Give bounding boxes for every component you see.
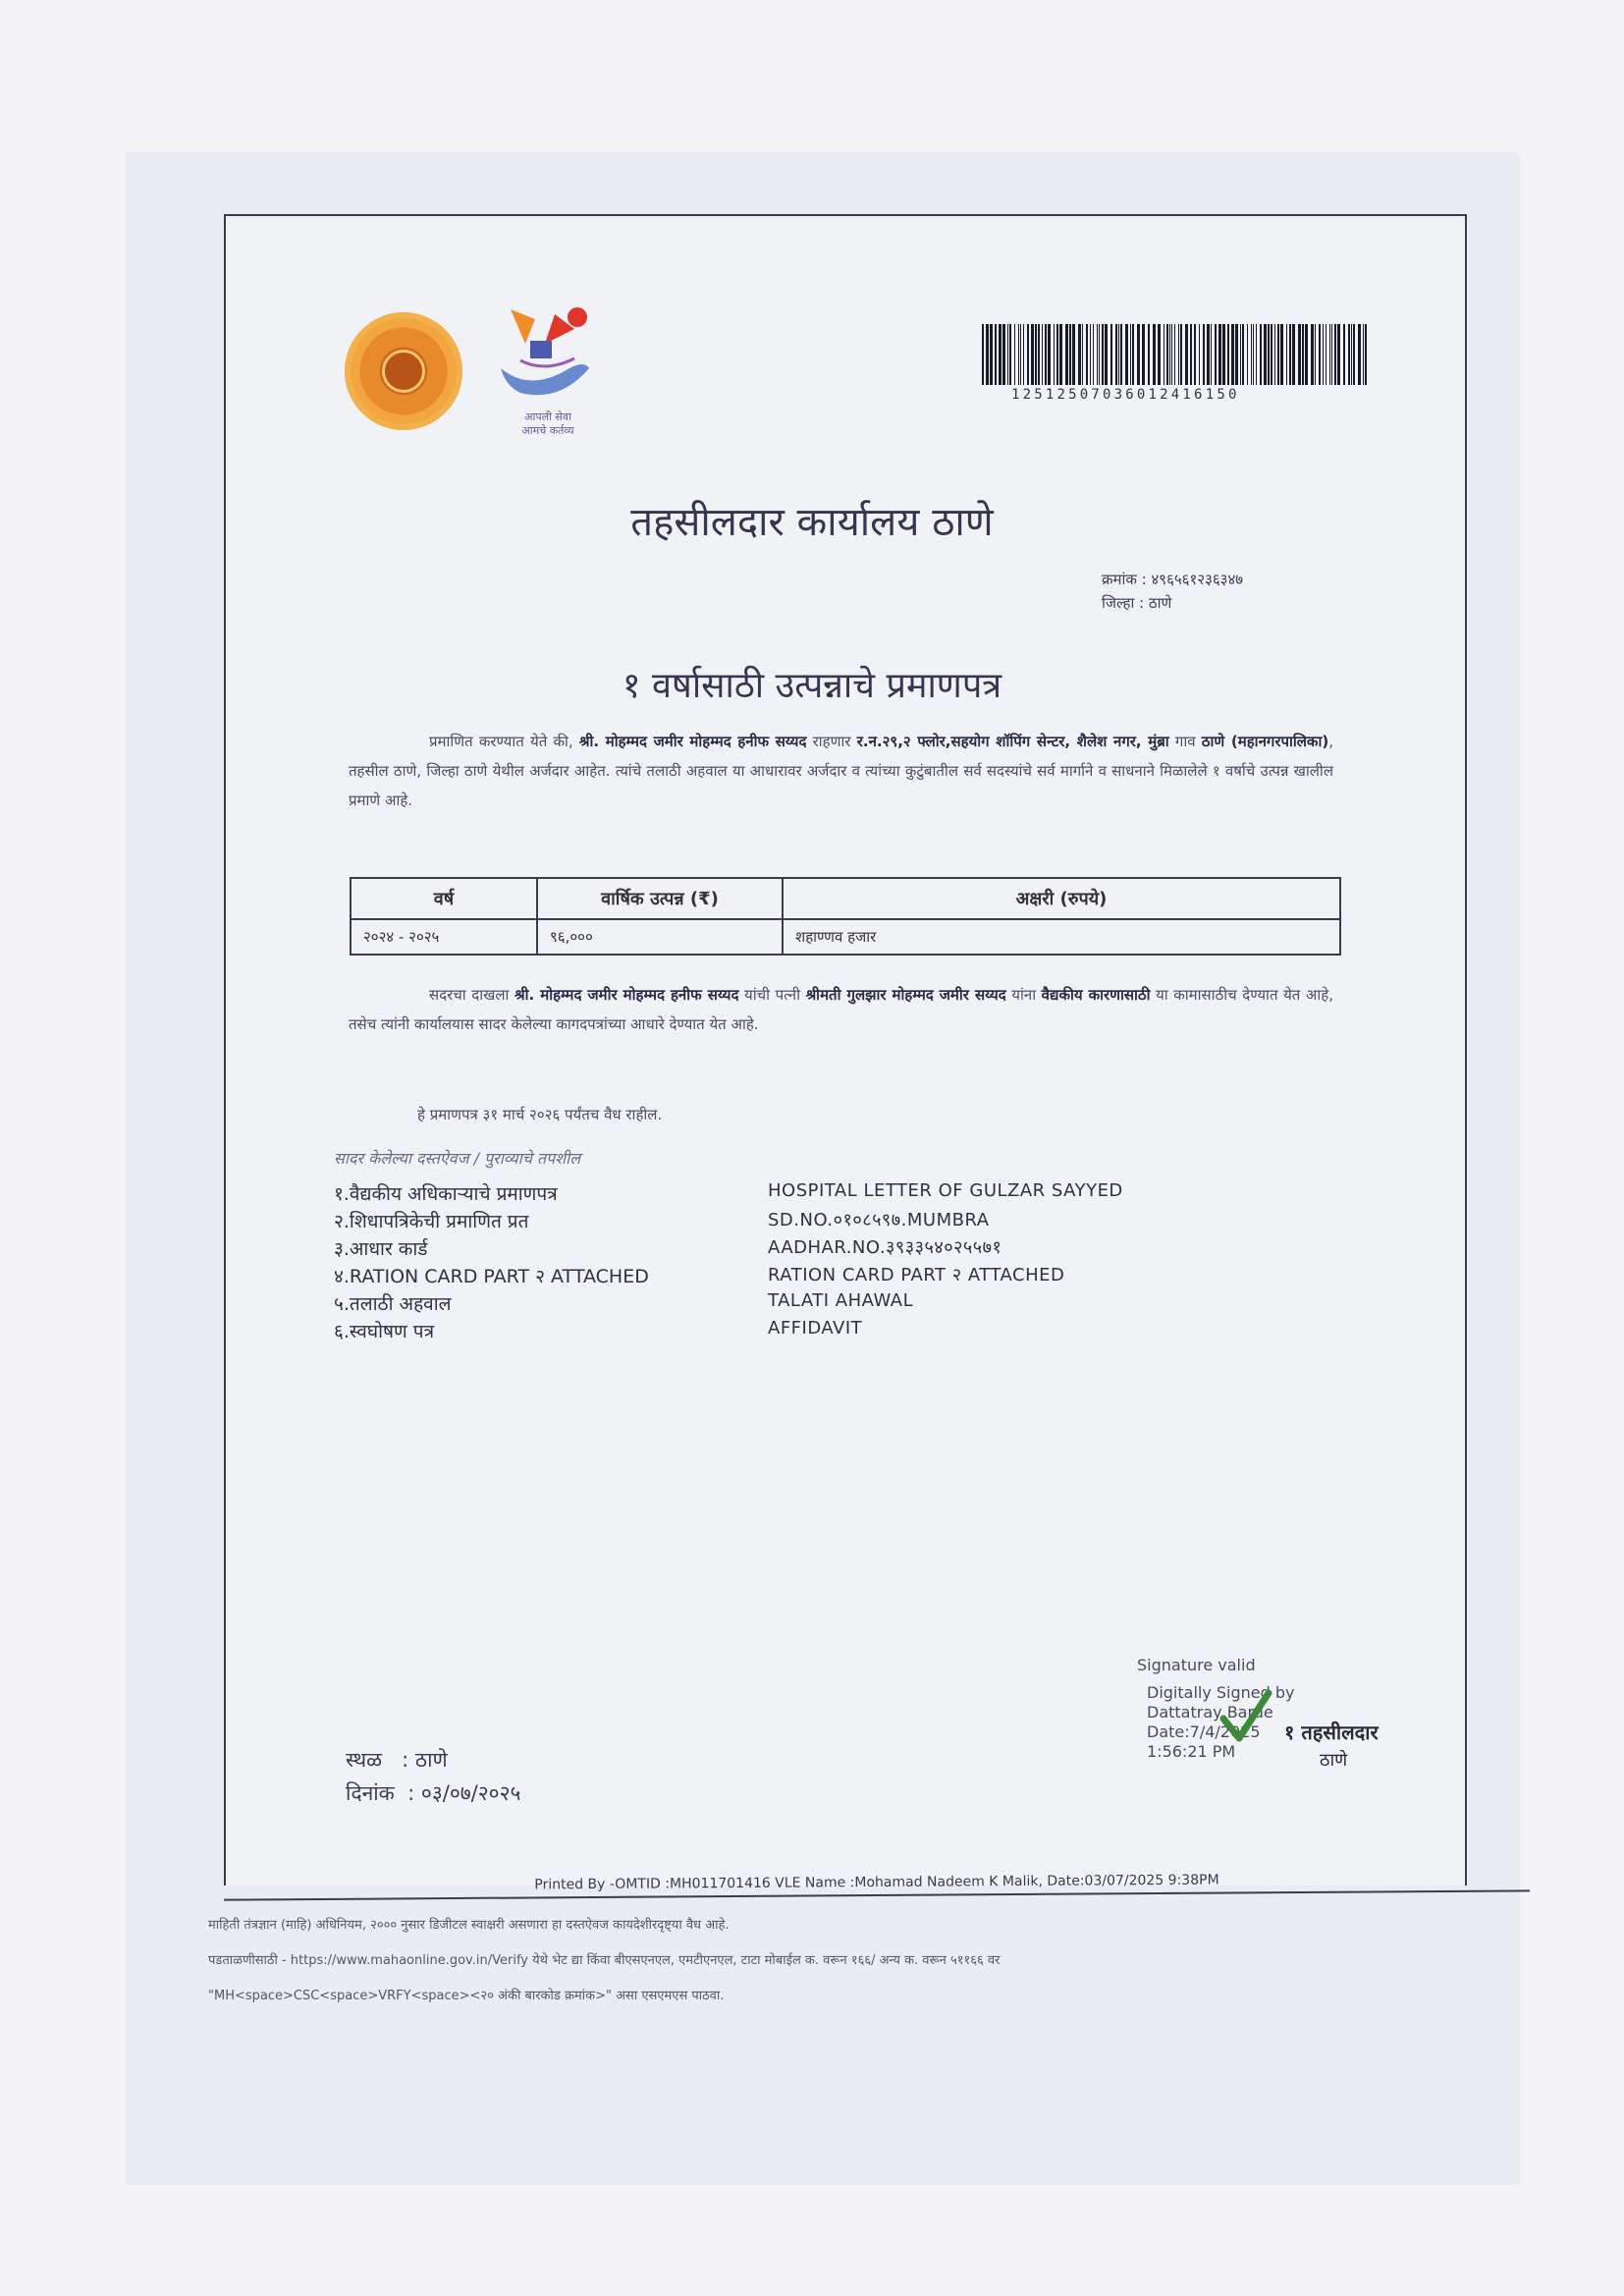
- document-name: ५.तलाठी अहवाल: [334, 1293, 452, 1315]
- purpose-paragraph: सदरचा दाखला श्री. मोहम्मद जमीर मोहम्मद हनीफ सय्यद यांची पत्नी श्रीमती गुलझार मोहम्मद जमीर सय्यद यांना वैद्यकीय कारणासाठी या कामासाठीच देण्यात येत आहे, तसेच त्यांनी कार्यालयास सादर केलेल्या कागदपत्रांच्या आधारे देण्यात येत आहे.: [349, 986, 1333, 1033]
- document-name: ३.आधार कार्ड: [334, 1238, 428, 1260]
- document-name: २.शिधापत्रिकेची प्रमाणित प्रत: [334, 1211, 529, 1232]
- government-seal-icon: [345, 312, 462, 430]
- signatory-place: ठाणे: [1320, 1750, 1348, 1771]
- document-detail: RATION CARD PART २ ATTACHED: [768, 1265, 1065, 1285]
- signature-details: Digitally Signed by Dattatray Barde Date:7/4/2025 1:56:21 PM: [1147, 1683, 1295, 1761]
- document-detail: TALATI AHAWAL: [768, 1290, 914, 1311]
- certification-paragraph: प्रमाणित करण्यात येते की, श्री. मोहम्मद जमीर मोहम्मद हनीफ सय्यद राहणार र.न.२९,२ फ्लोर,सहयोग शॉपिंग सेन्टर, शैलेश नगर, मुंब्रा गाव ठाणे (महानगरपालिका), तहसील ठाणे, जिल्हा ठाणे येथील अर्जदार आहेत. त्यांचे तलाठी अहवाल या आधारावर अर्जदार व त्यांच्या कुटुंबातील सर्व सदस्यांचे सर्व मार्गाने व साधनाने मिळालेले १ वर्षाचे उत्पन्न खालील प्रमाणे आहे.: [349, 733, 1333, 809]
- footer-line: "MH<space>CSC<space>VRFY<space><२० अंकी बारकोड क्रमांक>" असा एसएमएस पाठवा.: [208, 1989, 725, 2003]
- office-title: तहसीलदार कार्यालय ठाणे: [630, 500, 994, 545]
- place-line: स्थळ : ठाणे: [346, 1748, 448, 1772]
- cell-year: २०२४ - २०२५: [351, 919, 537, 955]
- printed-by-line: Printed By -OMTID :MH011701416 VLE Name :Mohamad Nadeem K Malik, Date:03/07/2025 9:38PM: [224, 1866, 1530, 1900]
- document-name: १.वैद्यकीय अधिकाऱ्याचे प्रमाणपत्र: [334, 1183, 558, 1205]
- document-name: ६.स्वघोषण पत्र: [334, 1321, 435, 1342]
- document-detail: HOSPITAL LETTER OF GULZAR SAYYED: [768, 1180, 1123, 1201]
- document-detail: AFFIDAVIT: [768, 1318, 863, 1339]
- documents-label: सादर केलेल्या दस्तऐवज / पुराव्याचे तपशील: [334, 1149, 581, 1168]
- signature-valid-label: Signature valid: [1137, 1656, 1256, 1674]
- cell-words: शहाण्णव हजार: [783, 919, 1340, 955]
- certificate-title: १ वर्षासाठी उत्पन्नाचे प्रमाणपत्र: [622, 666, 1002, 706]
- footer-line: माहिती तंत्रज्ञान (माहि) अधिनियम, २००० नुसार डिजीटल स्वाक्षरी असणारा हा दस्तऐवज कायदेशीरदृष्ट्या वैध आहे.: [208, 1918, 730, 1933]
- header-year: वर्ष: [351, 878, 537, 919]
- income-table-header: [351, 878, 1340, 919]
- table-row: [351, 919, 1340, 955]
- footer-line: पडताळणीसाठी - https://www.mahaonline.gov.in/Verify येथे भेट द्या किंवा बीएसएनएल, एमटीएनएल, टाटा मोबाईल क. वरून १६६/ अन्य क. वरून ५११६६ वर: [208, 1953, 1001, 1968]
- document-detail: SD.NO.०१०८५९७.MUMBRA: [768, 1210, 990, 1230]
- cell-amount: ९६,०००: [537, 919, 783, 955]
- document-detail: AADHAR.NO.३९३३५४०२५५७१: [768, 1237, 1002, 1258]
- aaple-sarkar-logo-icon: [491, 300, 599, 412]
- signatory-title: १ तहसीलदार: [1284, 1721, 1379, 1744]
- aaple-logo-text: आपली सेवा आमचे कर्तव्य: [521, 410, 574, 437]
- date-line: दिनांक : ०३/०७/२०२५: [346, 1781, 521, 1805]
- certificate-frame: [224, 214, 1467, 1886]
- barcode-number: 12512507036012416150: [1011, 387, 1240, 403]
- district: जिल्हा : ठाणे: [1102, 594, 1172, 612]
- header-in-words: अक्षरी (रुपये): [783, 878, 1340, 919]
- serial-number: क्रमांक : ४९६५६१२३६३४७: [1102, 571, 1244, 588]
- barcode: [982, 324, 1368, 385]
- document-name: ४.RATION CARD PART २ ATTACHED: [334, 1266, 649, 1287]
- header-annual-income: वार्षिक उत्पन्न (₹): [537, 878, 783, 919]
- validity-statement: हे प्रमाणपत्र ३१ मार्च २०२६ पर्यंतच वैध राहील.: [417, 1106, 663, 1123]
- income-table: [350, 877, 1341, 956]
- checkmark-icon: [1216, 1687, 1274, 1746]
